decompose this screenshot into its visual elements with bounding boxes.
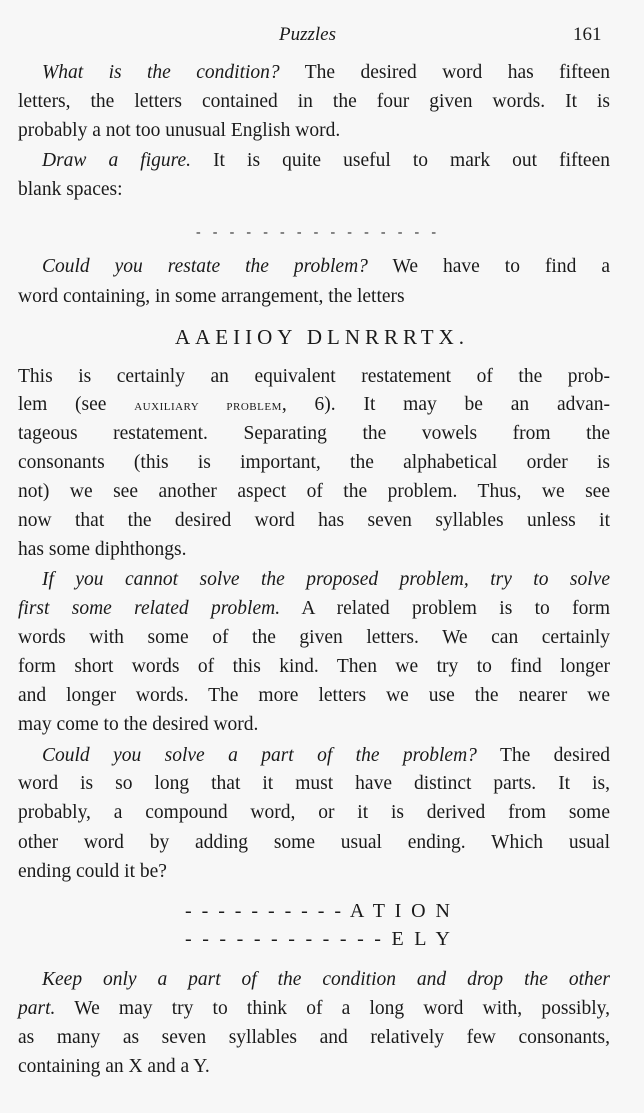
text-line [18, 509, 610, 533]
text-line [42, 61, 610, 85]
text-span: blank spaces: [18, 179, 123, 200]
text-line [42, 568, 610, 592]
text-line [18, 480, 610, 504]
text-line [42, 149, 610, 173]
text-line [18, 713, 610, 737]
text-span: , 6). It may be an advan- [281, 394, 610, 415]
running-title: Puzzles [279, 24, 336, 45]
text-line [18, 997, 610, 1021]
text-span: letters, the letters contained in the four given words. It is [18, 91, 610, 112]
text-span: A related problem is to form [280, 598, 610, 619]
text-span: tageous restatement. Separating the vowels from the [18, 423, 610, 444]
text-span: The desired word has fifteen [279, 62, 610, 83]
italic-text: Draw a figure. [42, 150, 192, 171]
text-line [18, 285, 610, 309]
text-span: auxiliary problem [134, 398, 282, 414]
text-line [18, 831, 610, 855]
page-number: 161 [573, 24, 602, 45]
text-span: as many as seven syllables and relatively few consonants, [18, 1027, 610, 1048]
italic-text: Could you solve a part of the problem? [42, 745, 477, 766]
text-line [18, 538, 610, 562]
text-span: has some diphthongs. [18, 539, 187, 560]
text-span: AAEIIOY DLNRRRTX. [174, 325, 470, 349]
text-span: and longer words. The more letters we use the nearer we [18, 685, 610, 706]
text-line [0, 325, 644, 349]
italic-text: Keep only a part of the condition and drop the other [42, 969, 610, 990]
text-line [18, 1055, 610, 1079]
text-line [18, 422, 610, 446]
text-line [18, 772, 610, 796]
text-span: may come to the desired word. [18, 714, 259, 735]
text-line [42, 255, 610, 279]
text-span: form short words of this kind. Then we try to find longer [18, 656, 610, 677]
text-span: not) we see another aspect of the problem. Thus, we see [18, 481, 610, 502]
italic-text: part. [18, 998, 56, 1019]
text-span: word is so long that it must have distinct parts. It is, [18, 773, 610, 794]
text-span: - - - - - - - - - - - - - - - [196, 225, 436, 240]
text-span: ending could it be? [18, 861, 167, 882]
text-line [18, 684, 610, 708]
text-span: probably, a compound word, or it is derived from some [18, 802, 610, 823]
italic-text: What is the condition? [42, 62, 280, 83]
text-line [18, 655, 610, 679]
text-line [18, 860, 610, 884]
text-span: We have to find a [367, 256, 610, 277]
text-line [185, 899, 450, 923]
text-line [18, 626, 610, 650]
text-span: We may try to think of a long word with, possibly, [55, 998, 610, 1019]
text-line [18, 393, 610, 418]
text-line [18, 597, 610, 621]
italic-text: first some related problem. [18, 598, 281, 619]
text-span: The desired [476, 745, 610, 766]
text-line [18, 90, 610, 114]
text-line [18, 1026, 610, 1050]
text-line [42, 744, 610, 768]
text-span: words with some of the given letters. We can certainly [18, 627, 610, 648]
text-span: other word by adding some usual ending. Which usual [18, 832, 610, 853]
text-line [42, 968, 610, 992]
text-span: containing an X and a Y. [18, 1056, 210, 1077]
text-line [196, 221, 436, 245]
italic-text: If you cannot solve the proposed problem, try to solve [42, 569, 610, 590]
text-line [18, 119, 610, 143]
text-span: probably a not too unusual English word. [18, 120, 341, 141]
text-line [185, 927, 450, 951]
text-span: now that the desired word has seven syllables unless it [18, 510, 610, 531]
text-line [18, 801, 610, 825]
text-span: consonants (this is important, the alphabetical order is [18, 452, 610, 473]
text-line [18, 178, 610, 202]
text-span: word containing, in some arrangement, the letters [18, 286, 405, 307]
text-span: It is quite useful to mark out fifteen [191, 150, 610, 171]
text-line [18, 451, 610, 475]
text-line [18, 365, 610, 389]
text-span: - - - - - - - - - - - - E L Y [185, 928, 450, 950]
text-span: This is certainly an equivalent restatement of the prob- [18, 366, 610, 387]
text-span: - - - - - - - - - - A T I O N [185, 900, 450, 922]
italic-text: Could you restate the problem? [42, 256, 368, 277]
text-span: lem (see [18, 394, 135, 415]
